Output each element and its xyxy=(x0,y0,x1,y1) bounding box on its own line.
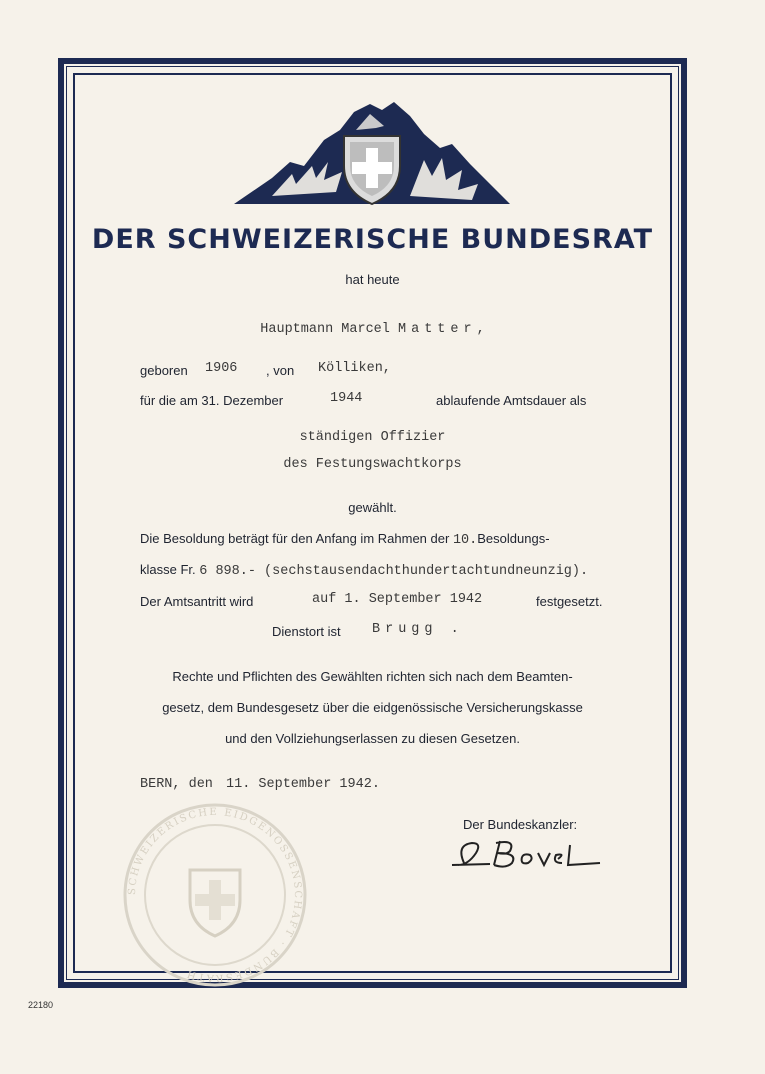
term-year: 1944 xyxy=(330,391,363,406)
name-suffix: , xyxy=(476,322,485,337)
legal-line-1: Rechte und Pflichten des Gewählten richten sich nach dem Beamten- xyxy=(172,669,573,684)
salary-amount: 6 898.- (sechstausendachthundertachtundneunzig). xyxy=(199,564,589,579)
place-date-label: BERN, den xyxy=(140,777,213,792)
legal-line-2: gesetz, dem Bundesgesetz über die eidgenössische Versicherungskasse xyxy=(162,700,583,715)
salary-suffix: Besoldungs- xyxy=(477,531,550,546)
salary-line-2 xyxy=(140,562,588,579)
seal-inscription: SCHWEIZERISCHE EIDGENOSSENSCHAFT · BUNDESRATH xyxy=(126,806,304,984)
form-code: 22180 xyxy=(28,1000,54,1010)
start-label: Der Amtsantritt wird xyxy=(140,594,254,609)
position-line-1: ständigen Offizier xyxy=(299,430,446,445)
position-line-2: des Festungswachtkorps xyxy=(283,457,462,472)
term-label: für die am 31. Dezember xyxy=(140,393,284,408)
surname: Matter xyxy=(398,322,477,337)
place: Brugg . xyxy=(372,622,464,637)
place-label: Dienstort ist xyxy=(272,624,341,639)
start-date: auf 1. September 1942 xyxy=(312,592,483,607)
origin: Kölliken, xyxy=(318,361,391,376)
legal-line-3: und den Vollziehungserlassen zu diesen Gesetzen. xyxy=(225,731,520,746)
salary-class-label: klasse Fr. xyxy=(140,562,196,577)
from-label: , von xyxy=(266,363,295,378)
term-suffix: ablaufende Amtsdauer als xyxy=(436,393,587,408)
salary-line-1 xyxy=(140,531,550,548)
name-prefix: Hauptmann Marcel xyxy=(260,322,390,337)
issue-date: 11. September 1942. xyxy=(226,777,380,792)
start-suffix: festgesetzt. xyxy=(536,594,603,609)
document-title: DER SCHWEIZERISCHE BUNDESRAT xyxy=(91,224,654,255)
swiss-mountain-emblem xyxy=(232,100,512,210)
salary-prefix: Die Besoldung beträgt für den Anfang im Rahmen der xyxy=(140,531,450,546)
birth-year: 1906 xyxy=(205,361,238,376)
chancellor-signature xyxy=(450,835,610,875)
appointee-name xyxy=(60,322,685,337)
elected-text: gewählt. xyxy=(348,500,397,515)
intro-text: hat heute xyxy=(345,272,400,287)
born-label: geboren xyxy=(140,363,188,378)
chancellor-label: Der Bundeskanzler: xyxy=(463,817,578,832)
salary-class: 10. xyxy=(452,533,478,548)
embossed-seal xyxy=(120,800,310,990)
